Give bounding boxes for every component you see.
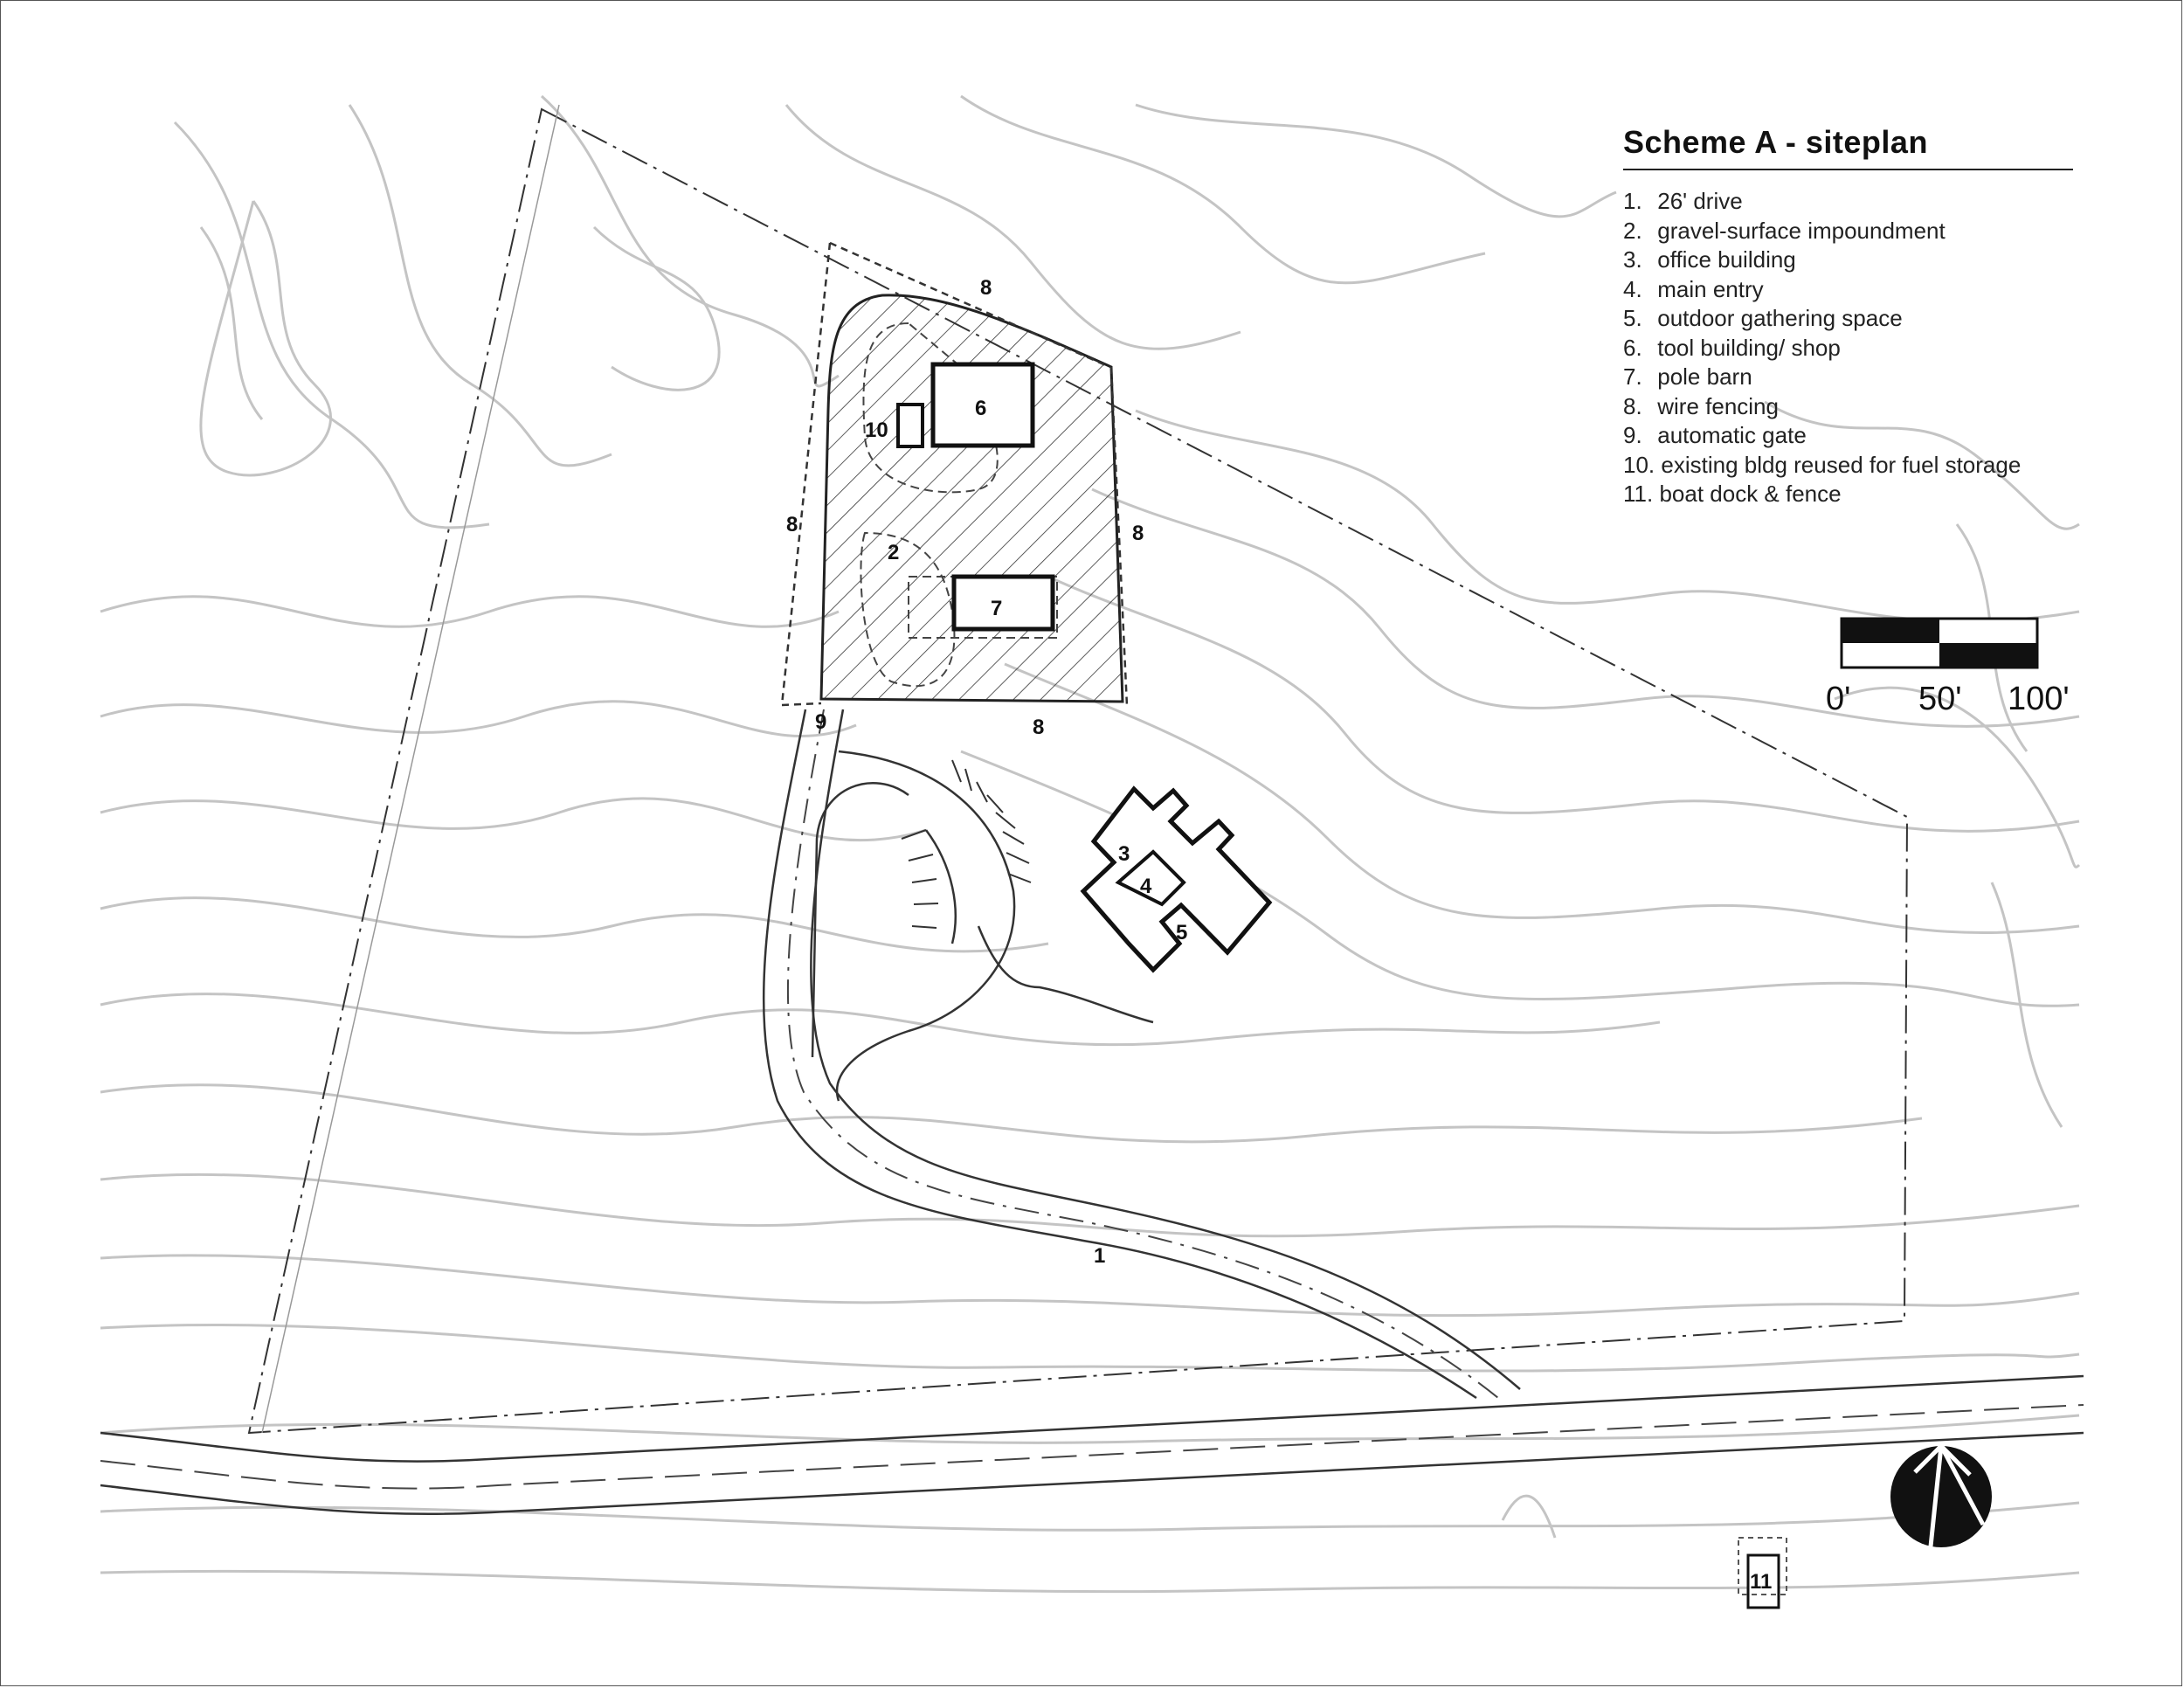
callout-gate: 9 [815,710,827,734]
callout-fence-east: 8 [1132,522,1144,545]
legend-item: 6. tool building/ shop [1623,334,1841,361]
callout-fence-north: 8 [980,276,992,300]
scale-label-0: 0' [1826,681,1851,717]
legend-item: 7. pole barn [1623,363,1752,390]
legend-item: 10. existing bldg reused for fuel storage [1623,451,2022,478]
scale-label-100: 100' [2008,681,2070,717]
callout-fuel: 10 [865,419,888,442]
legend-item: 4. main entry [1623,275,1764,302]
legend-item: 2. gravel-surface impoundment [1623,217,1946,244]
property-line-west-offset [262,105,559,1433]
callout-drive: 1 [1094,1244,1106,1268]
legend-item: 9. automatic gate [1623,422,1807,448]
sheet-title: Scheme A - siteplan [1623,124,1928,160]
callout-entry: 4 [1140,875,1152,898]
legend-item: 11. boat dock & fence [1623,481,1842,507]
road [100,1376,2084,1514]
scale-label-50: 50' [1918,681,1962,717]
parking-stalls [902,760,1031,928]
scale-bar [1826,619,2070,717]
callout-dock: 11 [1750,1570,1773,1594]
legend-item: 3. office building [1623,246,1796,273]
title-underline [1623,169,2073,170]
north-arrow-icon [1890,1446,1992,1547]
legend-item: 8. wire fencing [1623,392,1779,419]
callout-office: 3 [1118,842,1130,866]
fuel-storage-building [898,405,923,446]
callout-gathering: 5 [1176,921,1188,944]
legend-item: 1. 26' drive [1623,188,1743,214]
legend-list [1623,187,2021,509]
callout-fence-south: 8 [1033,716,1045,739]
callout-impoundment: 2 [888,541,900,564]
legend-item: 5. outdoor gathering space [1623,305,1903,331]
pole-barn-building [954,577,1053,629]
callout-barn: 7 [991,597,1003,620]
callout-fence-west: 8 [786,513,798,536]
callout-shop: 6 [975,397,987,420]
